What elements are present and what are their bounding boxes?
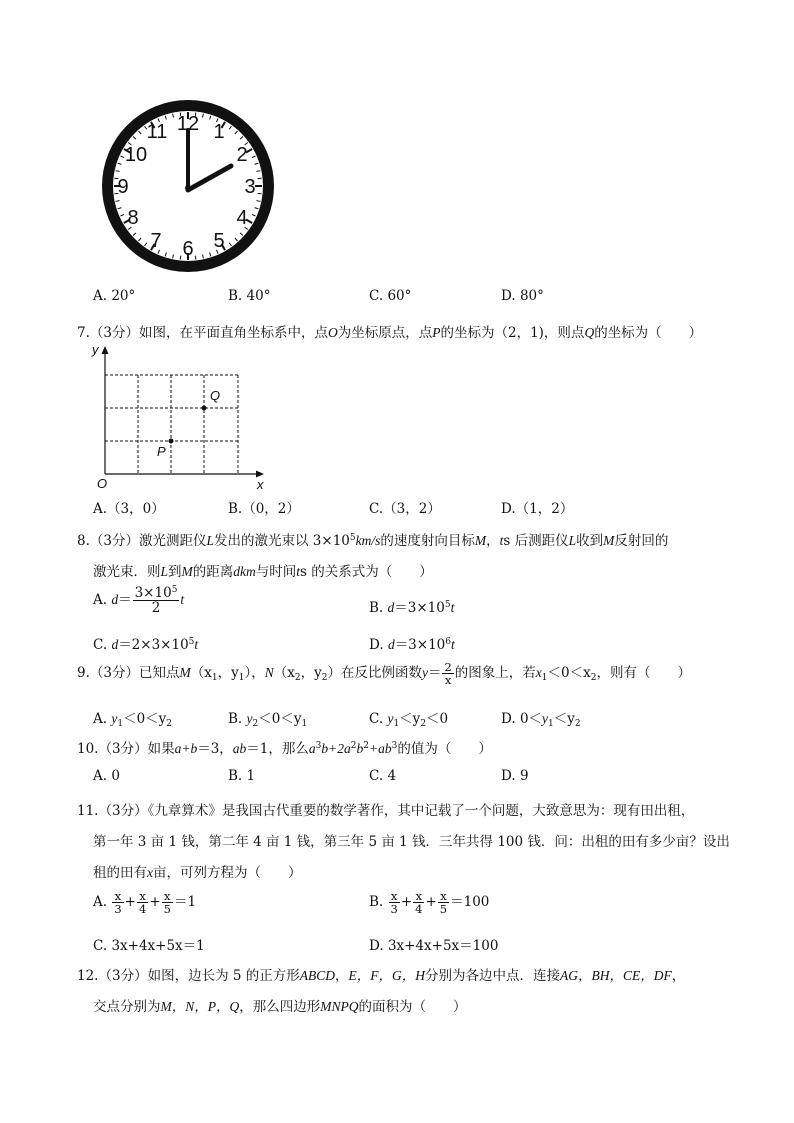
- q6-option-b[interactable]: [228, 288, 270, 304]
- question-score: （3分）: [89, 665, 139, 682]
- q8-var-d: d: [111, 637, 119, 652]
- fraction-denominator: 4: [415, 902, 423, 917]
- q8-exponent: 5: [349, 533, 356, 543]
- q8-text: 反射回的: [614, 533, 669, 549]
- q11-text: 亩，可列方程为（ ）: [153, 865, 302, 881]
- q9-var-x: x: [535, 665, 542, 681]
- question-score: （3分）: [98, 741, 148, 757]
- option-text: ＝100: [450, 894, 490, 911]
- q7-text-1: 如图，在平面直角坐标系中，点: [138, 325, 328, 341]
- option-text: 20°: [111, 288, 136, 304]
- q11-option-a[interactable]: A. $\frac{x}{3}$ + $\frac{x}{4}$ + $\frac{x}{5}$ ＝1: [93, 889, 197, 917]
- fraction-numerator: x: [413, 890, 424, 903]
- q8-var-m: M: [474, 533, 487, 548]
- q8-text: 的速度射向目标: [380, 533, 475, 549]
- option-letter: D.: [369, 637, 384, 653]
- question-score: （3分）: [98, 968, 148, 984]
- q7-point-q-dot: [202, 406, 207, 411]
- option-text: 1: [246, 768, 256, 784]
- q10-text: 如果: [147, 741, 175, 757]
- fraction: [112, 890, 123, 915]
- q10-option-a[interactable]: [93, 768, 120, 784]
- q11-text: 租的田有: [93, 865, 147, 881]
- option-text: ＝3×10: [394, 637, 446, 653]
- q10-option-d[interactable]: [501, 768, 529, 784]
- option-letter: A.: [93, 711, 108, 727]
- option-letter: D.: [501, 711, 516, 727]
- clock-number-1: 1: [213, 121, 225, 143]
- q7-text-4: 的坐标为（ ）: [594, 325, 703, 341]
- fraction: [162, 890, 173, 915]
- question-number: 10.: [77, 741, 99, 757]
- q8-text: 的距离: [192, 564, 234, 580]
- q8-var-l: L: [206, 533, 214, 548]
- option-var: y: [387, 711, 394, 726]
- q8-text: 与时间: [255, 564, 297, 580]
- q9-option-d[interactable]: [501, 707, 581, 727]
- q10-exponent: 2: [363, 741, 369, 751]
- q10-text: 的值为（ ）: [397, 741, 492, 757]
- fraction-denominator: 3: [114, 902, 122, 917]
- option-letter: C.: [369, 768, 384, 784]
- option-text: ＝2×3×10: [118, 637, 189, 653]
- fraction-numerator: 3×10: [134, 585, 172, 601]
- clock-number-4: 4: [236, 207, 248, 229]
- option-letter: C.: [93, 938, 108, 954]
- fraction: [413, 890, 424, 915]
- q8-var-m: M: [603, 533, 615, 548]
- q8-exponent: 5: [444, 600, 451, 610]
- q7-option-b[interactable]: [228, 497, 300, 517]
- option-letter: A.: [93, 592, 108, 609]
- q9-option-b[interactable]: [228, 707, 307, 727]
- fraction-denominator: 2: [151, 600, 161, 617]
- q7-label-y: y: [92, 342, 99, 357]
- fraction: [389, 890, 400, 915]
- option-letter: C.: [369, 288, 384, 304]
- q8-text: s 后测距仪: [503, 533, 569, 549]
- fraction: [438, 890, 449, 915]
- option-var: y: [542, 711, 549, 726]
- q7-point-p-dot: [169, 439, 174, 444]
- q10-expr: b: [356, 741, 364, 756]
- q12-midpoints: E，F，G，H: [348, 968, 425, 983]
- q7-coordinate-grid: [88, 340, 273, 490]
- option-text: （0，2）: [242, 501, 300, 517]
- q8-option-d[interactable]: [369, 633, 455, 653]
- q6-option-c[interactable]: [369, 288, 411, 304]
- q12-square-label: ABCD: [299, 968, 335, 983]
- q8-option-c[interactable]: [93, 633, 198, 653]
- q8-stem-line-1: [77, 529, 668, 549]
- option-letter: D.: [501, 288, 516, 304]
- option-letter: D.: [369, 938, 384, 954]
- option-letter: B.: [228, 711, 243, 727]
- option-subscript: 1: [393, 719, 400, 729]
- option-subscript: 2: [252, 719, 259, 729]
- q9-text: ，y: [300, 665, 322, 682]
- q11-stem-line-1: [77, 799, 694, 819]
- q8-text: 激光测距仪: [138, 533, 207, 549]
- option-var: y: [111, 711, 118, 726]
- fraction-numerator: x: [137, 890, 148, 903]
- q9-text: （x: [190, 665, 212, 682]
- q12-stem-line-1: [77, 964, 685, 984]
- clock-number-5: 5: [213, 230, 225, 252]
- q9-option-c[interactable]: [369, 707, 448, 727]
- q10-expr: ab: [232, 741, 247, 756]
- q7-point-o: O: [327, 325, 338, 340]
- q6-option-d[interactable]: [501, 288, 544, 304]
- option-text: ＜0: [426, 711, 449, 727]
- q12-quadrilateral: MNPQ: [320, 999, 359, 1014]
- option-letter: B.: [369, 894, 384, 911]
- q8-text: s 的关系式为（ ）: [300, 564, 433, 580]
- option-text: ＜y: [553, 711, 575, 727]
- q12-stem-line-2: [93, 995, 467, 1015]
- option-text: 0＜: [519, 711, 543, 727]
- q10-stem: [77, 737, 492, 757]
- fraction-denominator: 3: [390, 902, 398, 917]
- q8-var-t: t: [451, 637, 455, 652]
- q7-y-axis-arrow-icon: [102, 346, 109, 354]
- q7-option-c[interactable]: [369, 497, 441, 517]
- option-text: ＝3×10: [394, 600, 445, 616]
- q10-expr: b+2a: [321, 741, 351, 756]
- q11-stem-line-3: [93, 861, 302, 881]
- q7-label-q: Q: [210, 388, 221, 403]
- option-letter: A.: [93, 894, 108, 911]
- question-number: 9.: [77, 665, 90, 682]
- q12-text: ，: [671, 968, 686, 984]
- q9-subscript: 1: [541, 673, 548, 684]
- clock-number-11: 11: [146, 121, 168, 143]
- q8-var-t: t: [450, 600, 455, 615]
- fraction-numerator: x: [112, 890, 123, 903]
- q10-text: ＝1，那么: [246, 741, 309, 757]
- option-text: ＝100: [459, 938, 499, 954]
- q7-label-x: x: [257, 477, 264, 490]
- q8-text: 收到: [576, 533, 604, 549]
- q8-var-l: L: [568, 533, 577, 548]
- q8-unit-km: km: [240, 564, 256, 579]
- q10-option-b[interactable]: [228, 768, 255, 784]
- q11-text: 《九章算术》是我国古代重要的数学著作，其中记载了一个问题，大致意思为：现有田出租，: [147, 803, 695, 819]
- q8-exponent: 6: [445, 637, 452, 647]
- option-text: 40°: [246, 288, 271, 304]
- option-subscript: 2: [166, 719, 173, 729]
- q7-stem: [77, 321, 702, 341]
- q12-text: 的面积为（ ）: [358, 999, 467, 1015]
- option-text: ＝1: [182, 938, 205, 954]
- option-text: 4: [387, 768, 397, 784]
- q9-text: ，y: [217, 665, 239, 682]
- q9-text: ），: [244, 665, 265, 682]
- q7-point-p: P: [432, 325, 441, 340]
- question-number: 11.: [77, 803, 99, 819]
- q11-option-b[interactable]: B. $\frac{x}{3}$ + $\frac{x}{4}$ + $\frac{x}{5}$ ＝100: [369, 889, 490, 917]
- q9-text: 的图象上，若: [454, 665, 536, 682]
- q7-label-p: P: [157, 444, 166, 459]
- option-letter: A.: [93, 768, 108, 784]
- question-number: 8.: [77, 533, 90, 549]
- q12-text: ，那么四边形: [239, 999, 321, 1015]
- q8-text: 激光束．则: [93, 564, 161, 580]
- q12-segments: AG，BH，CE，DF: [560, 968, 672, 983]
- q8-var-t: t: [499, 533, 504, 548]
- fraction-denominator: 5: [439, 902, 448, 917]
- q9-subscript: 2: [294, 673, 301, 684]
- q9-text: ＜0＜x: [547, 665, 591, 682]
- option-subscript: 1: [117, 719, 124, 729]
- q6-option-a[interactable]: [93, 288, 135, 304]
- question-score: （3分）: [98, 803, 148, 819]
- q11-option-c[interactable]: [93, 934, 205, 954]
- q9-text: ＝: [427, 665, 442, 682]
- clock-number-9: 9: [117, 176, 129, 198]
- q9-text: （x: [273, 665, 295, 682]
- option-letter: D.: [501, 501, 516, 517]
- q12-text: 交点分别为: [93, 999, 161, 1015]
- q9-subscript: 1: [238, 673, 245, 684]
- clock-center-pin: [185, 185, 191, 191]
- option-text: ＝1: [173, 894, 197, 911]
- option-text: 0: [111, 768, 120, 784]
- q9-fraction: [442, 661, 453, 686]
- q10-text: ＝3，: [197, 741, 233, 757]
- q10-expr: +ab: [368, 741, 392, 756]
- option-letter: C.: [369, 501, 384, 517]
- question-score: （3分）: [89, 533, 139, 549]
- question-score: （3分）: [89, 325, 139, 341]
- q8-unit: km/s: [355, 533, 381, 548]
- q10-exponent: 3: [315, 741, 322, 751]
- option-subscript: 1: [548, 719, 554, 729]
- fraction-numerator: x: [162, 890, 173, 903]
- q10-expr: a: [308, 741, 316, 756]
- q12-text: 分别为各边中点．连接: [425, 968, 560, 984]
- q9-stem: [77, 661, 691, 686]
- q8-var-d: d: [111, 592, 119, 608]
- option-subscript: 1: [301, 719, 308, 729]
- q8-var-d: d: [233, 564, 241, 579]
- option-letter: B.: [369, 600, 384, 616]
- option-text: （1，2）: [515, 501, 574, 517]
- q8-text: 发出的激光束以 3×10: [214, 533, 350, 549]
- q10-option-c[interactable]: [369, 768, 396, 784]
- option-text: 9: [519, 768, 529, 784]
- question-number: 7.: [77, 325, 90, 341]
- q9-option-a[interactable]: [93, 707, 172, 727]
- q9-var-y: y: [421, 665, 428, 681]
- option-letter: C.: [369, 711, 384, 727]
- option-letter: B.: [228, 501, 243, 517]
- q9-text: ）在反比例函数: [327, 665, 422, 682]
- option-subscript: 2: [574, 719, 581, 729]
- option-letter: D.: [501, 768, 516, 784]
- q7-label-o: O: [97, 476, 108, 490]
- option-text: ＜0＜y: [258, 711, 302, 727]
- clock-number-12: 12: [176, 113, 200, 135]
- clock-number-8: 8: [127, 207, 139, 229]
- q8-var-d: d: [387, 637, 395, 652]
- fraction-numerator: x: [389, 890, 400, 903]
- q11-stem-line-2: [93, 830, 730, 850]
- fraction-numerator: 2: [444, 660, 452, 674]
- q11-option-d[interactable]: [369, 934, 498, 954]
- fraction-denominator: 4: [138, 902, 147, 917]
- q12-text: ，: [335, 968, 349, 984]
- option-text: （3，0）: [107, 501, 165, 517]
- fraction: [137, 890, 148, 915]
- q8-var-t: t: [180, 592, 185, 608]
- q8-option-a[interactable]: [93, 586, 184, 615]
- option-text: 60°: [387, 288, 412, 304]
- q9-text: ，则有（ ）: [596, 665, 691, 682]
- q10-expr: a+b: [174, 741, 198, 756]
- clock-figure: [95, 100, 281, 272]
- q8-fraction: [133, 586, 180, 615]
- fraction-numerator: x: [438, 890, 449, 903]
- q9-var-m: M: [179, 665, 191, 681]
- q8-exponent: 5: [188, 637, 195, 647]
- question-number: 12.: [77, 968, 99, 984]
- option-letter: A.: [93, 288, 108, 304]
- q9-var-n: N: [264, 665, 274, 681]
- option-letter: C.: [93, 637, 108, 653]
- clock-number-3: 3: [244, 176, 256, 198]
- q9-subscript: 1: [211, 673, 218, 684]
- clock-number-2: 2: [236, 144, 248, 166]
- q7-text-2: 为坐标原点，点: [337, 325, 433, 341]
- option-text: （3，2）: [383, 501, 441, 517]
- option-letter: B.: [228, 768, 243, 784]
- option-subscript: 2: [420, 719, 427, 729]
- q7-text-3: 的坐标为（2，1)，则点: [440, 325, 585, 341]
- q8-exponent: 5: [171, 585, 178, 595]
- q7-point-q: Q: [584, 325, 595, 340]
- q8-text: ，: [486, 533, 500, 549]
- q8-var-l: L: [160, 564, 169, 579]
- q9-subscript: 2: [321, 673, 328, 684]
- q7-option-a[interactable]: [93, 497, 165, 517]
- q11-var-x: x: [147, 865, 153, 880]
- q11-text: 第一年 3 亩 1 钱，第二年 4 亩 1 钱，第三年 5 亩 1 钱．三年共得 100 钱．问：出租的田有多少亩？设出: [93, 834, 730, 850]
- q8-text: 到: [168, 564, 182, 580]
- q10-exponent: 2: [350, 741, 357, 751]
- option-text: ＜y: [399, 711, 421, 727]
- q7-option-d[interactable]: [501, 497, 573, 517]
- option-text: 80°: [519, 288, 544, 304]
- option-var: y: [246, 711, 253, 726]
- q12-points: M，N，P，Q: [160, 999, 240, 1014]
- option-text: ＜0＜y: [123, 711, 167, 727]
- option-letter: A.: [93, 501, 108, 517]
- option-text: 3x+4x+5x: [111, 938, 183, 954]
- q9-subscript: 2: [590, 673, 597, 684]
- q8-var-m: M: [181, 564, 193, 579]
- q12-text: 如图，边长为 5 的正方形: [147, 968, 300, 984]
- q8-option-b[interactable]: [369, 596, 454, 616]
- clock-number-10: 10: [124, 144, 148, 166]
- q10-exponent: 3: [391, 741, 398, 751]
- q8-var-d: d: [387, 600, 395, 615]
- fraction-denominator: x: [444, 673, 452, 688]
- option-letter: B.: [228, 288, 243, 304]
- clock-number-7: 7: [150, 230, 162, 252]
- q8-stem-line-2: [93, 560, 433, 580]
- fraction-denominator: 5: [163, 902, 171, 917]
- option-text: ＝: [118, 592, 132, 609]
- q8-var-t: t: [296, 564, 301, 579]
- q9-text: 已知点: [138, 665, 180, 682]
- q8-var-t: t: [194, 637, 199, 652]
- clock-number-6: 6: [182, 238, 194, 260]
- option-text: 3x+4x+5x: [387, 938, 460, 954]
